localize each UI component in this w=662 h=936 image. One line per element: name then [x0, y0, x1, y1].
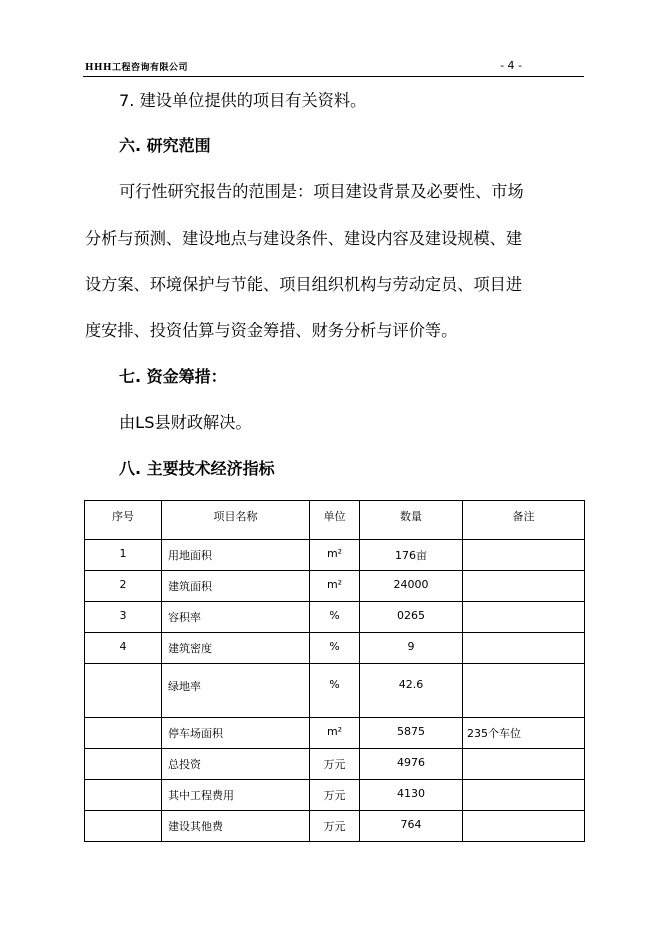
table-row — [85, 718, 585, 749]
cell-unit: % — [310, 633, 360, 664]
cell-seq: 3 — [85, 602, 162, 633]
cell-seq — [85, 749, 162, 780]
cell-name: 绿地率 — [162, 664, 310, 718]
cell-note — [463, 664, 585, 718]
section-6-paragraph-line-4: 度安排、投资估算与资金筹措、财务分析与评价等。 — [85, 321, 458, 340]
cell-seq: 1 — [85, 540, 162, 571]
section-6-paragraph-line-3: 设方案、环境保护与节能、项目组织机构与劳动定员、项目进 — [85, 275, 523, 294]
page-header — [83, 56, 584, 77]
cell-qty: 5875 — [360, 718, 463, 749]
table-row — [85, 749, 585, 780]
indicators-table — [84, 500, 585, 842]
section-7-paragraph: 由LS县财政解决。 — [119, 413, 252, 432]
cell-qty: 4976 — [360, 749, 463, 780]
cell-seq: 4 — [85, 633, 162, 664]
cell-qty: 764 — [360, 811, 463, 842]
cell-seq — [85, 664, 162, 718]
section-6-paragraph-line-2: 分析与预测、建设地点与建设条件、建设内容及建设规模、建 — [85, 229, 523, 248]
cell-unit: 万元 — [310, 811, 360, 842]
cell-unit: % — [310, 664, 360, 718]
section-8-heading: 八. 主要技术经济指标 — [119, 459, 275, 478]
cell-note — [463, 633, 585, 664]
cell-qty: 42.6 — [360, 664, 463, 718]
cell-qty: 4130 — [360, 780, 463, 811]
cell-name: 总投资 — [162, 749, 310, 780]
table-row — [85, 571, 585, 602]
cell-note — [463, 749, 585, 780]
cell-seq: 2 — [85, 571, 162, 602]
cell-unit: m² — [310, 718, 360, 749]
cell-note — [463, 540, 585, 571]
cell-note — [463, 811, 585, 842]
cell-name: 建筑面积 — [162, 571, 310, 602]
cell-name: 其中工程费用 — [162, 780, 310, 811]
table-row — [85, 602, 585, 633]
company-name: HHH工程咨询有限公司 — [85, 63, 189, 73]
section-7-heading: 七. 资金筹措： — [119, 367, 227, 386]
cell-qty: 9 — [360, 633, 463, 664]
section-6-heading: 六. 研究范围 — [119, 136, 211, 155]
cell-note — [463, 780, 585, 811]
cell-qty: 176亩 — [360, 540, 463, 571]
cell-note: 235个车位 — [463, 718, 585, 749]
cell-note — [463, 602, 585, 633]
cell-name: 建设其他费 — [162, 811, 310, 842]
list-item-7: 7. 建设单位提供的项目有关资料。 — [119, 91, 367, 110]
cell-unit: m² — [310, 571, 360, 602]
cell-seq — [85, 811, 162, 842]
cell-qty: 0265 — [360, 602, 463, 633]
header-seq: 序号 — [85, 501, 162, 540]
cell-note — [463, 571, 585, 602]
section-6-paragraph-line-1: 可行性研究报告的范围是：项目建设背景及必要性、市场 — [119, 182, 524, 201]
header-name: 项目名称 — [162, 501, 310, 540]
table-row — [85, 540, 585, 571]
cell-qty: 24000 — [360, 571, 463, 602]
cell-name: 容积率 — [162, 602, 310, 633]
header-qty: 数量 — [360, 501, 463, 540]
cell-unit: % — [310, 602, 360, 633]
cell-unit: 万元 — [310, 780, 360, 811]
table-row — [85, 664, 585, 718]
cell-seq — [85, 780, 162, 811]
cell-unit: m² — [310, 540, 360, 571]
page-number: - 4 - — [500, 59, 522, 72]
cell-name: 停车场面积 — [162, 718, 310, 749]
table-row — [85, 780, 585, 811]
header-unit: 单位 — [310, 501, 360, 540]
table-row — [85, 811, 585, 842]
header-note: 备注 — [463, 501, 585, 540]
cell-name: 用地面积 — [162, 540, 310, 571]
table-header-row — [85, 501, 585, 540]
cell-seq — [85, 718, 162, 749]
cell-unit: 万元 — [310, 749, 360, 780]
cell-name: 建筑密度 — [162, 633, 310, 664]
table-row — [85, 633, 585, 664]
